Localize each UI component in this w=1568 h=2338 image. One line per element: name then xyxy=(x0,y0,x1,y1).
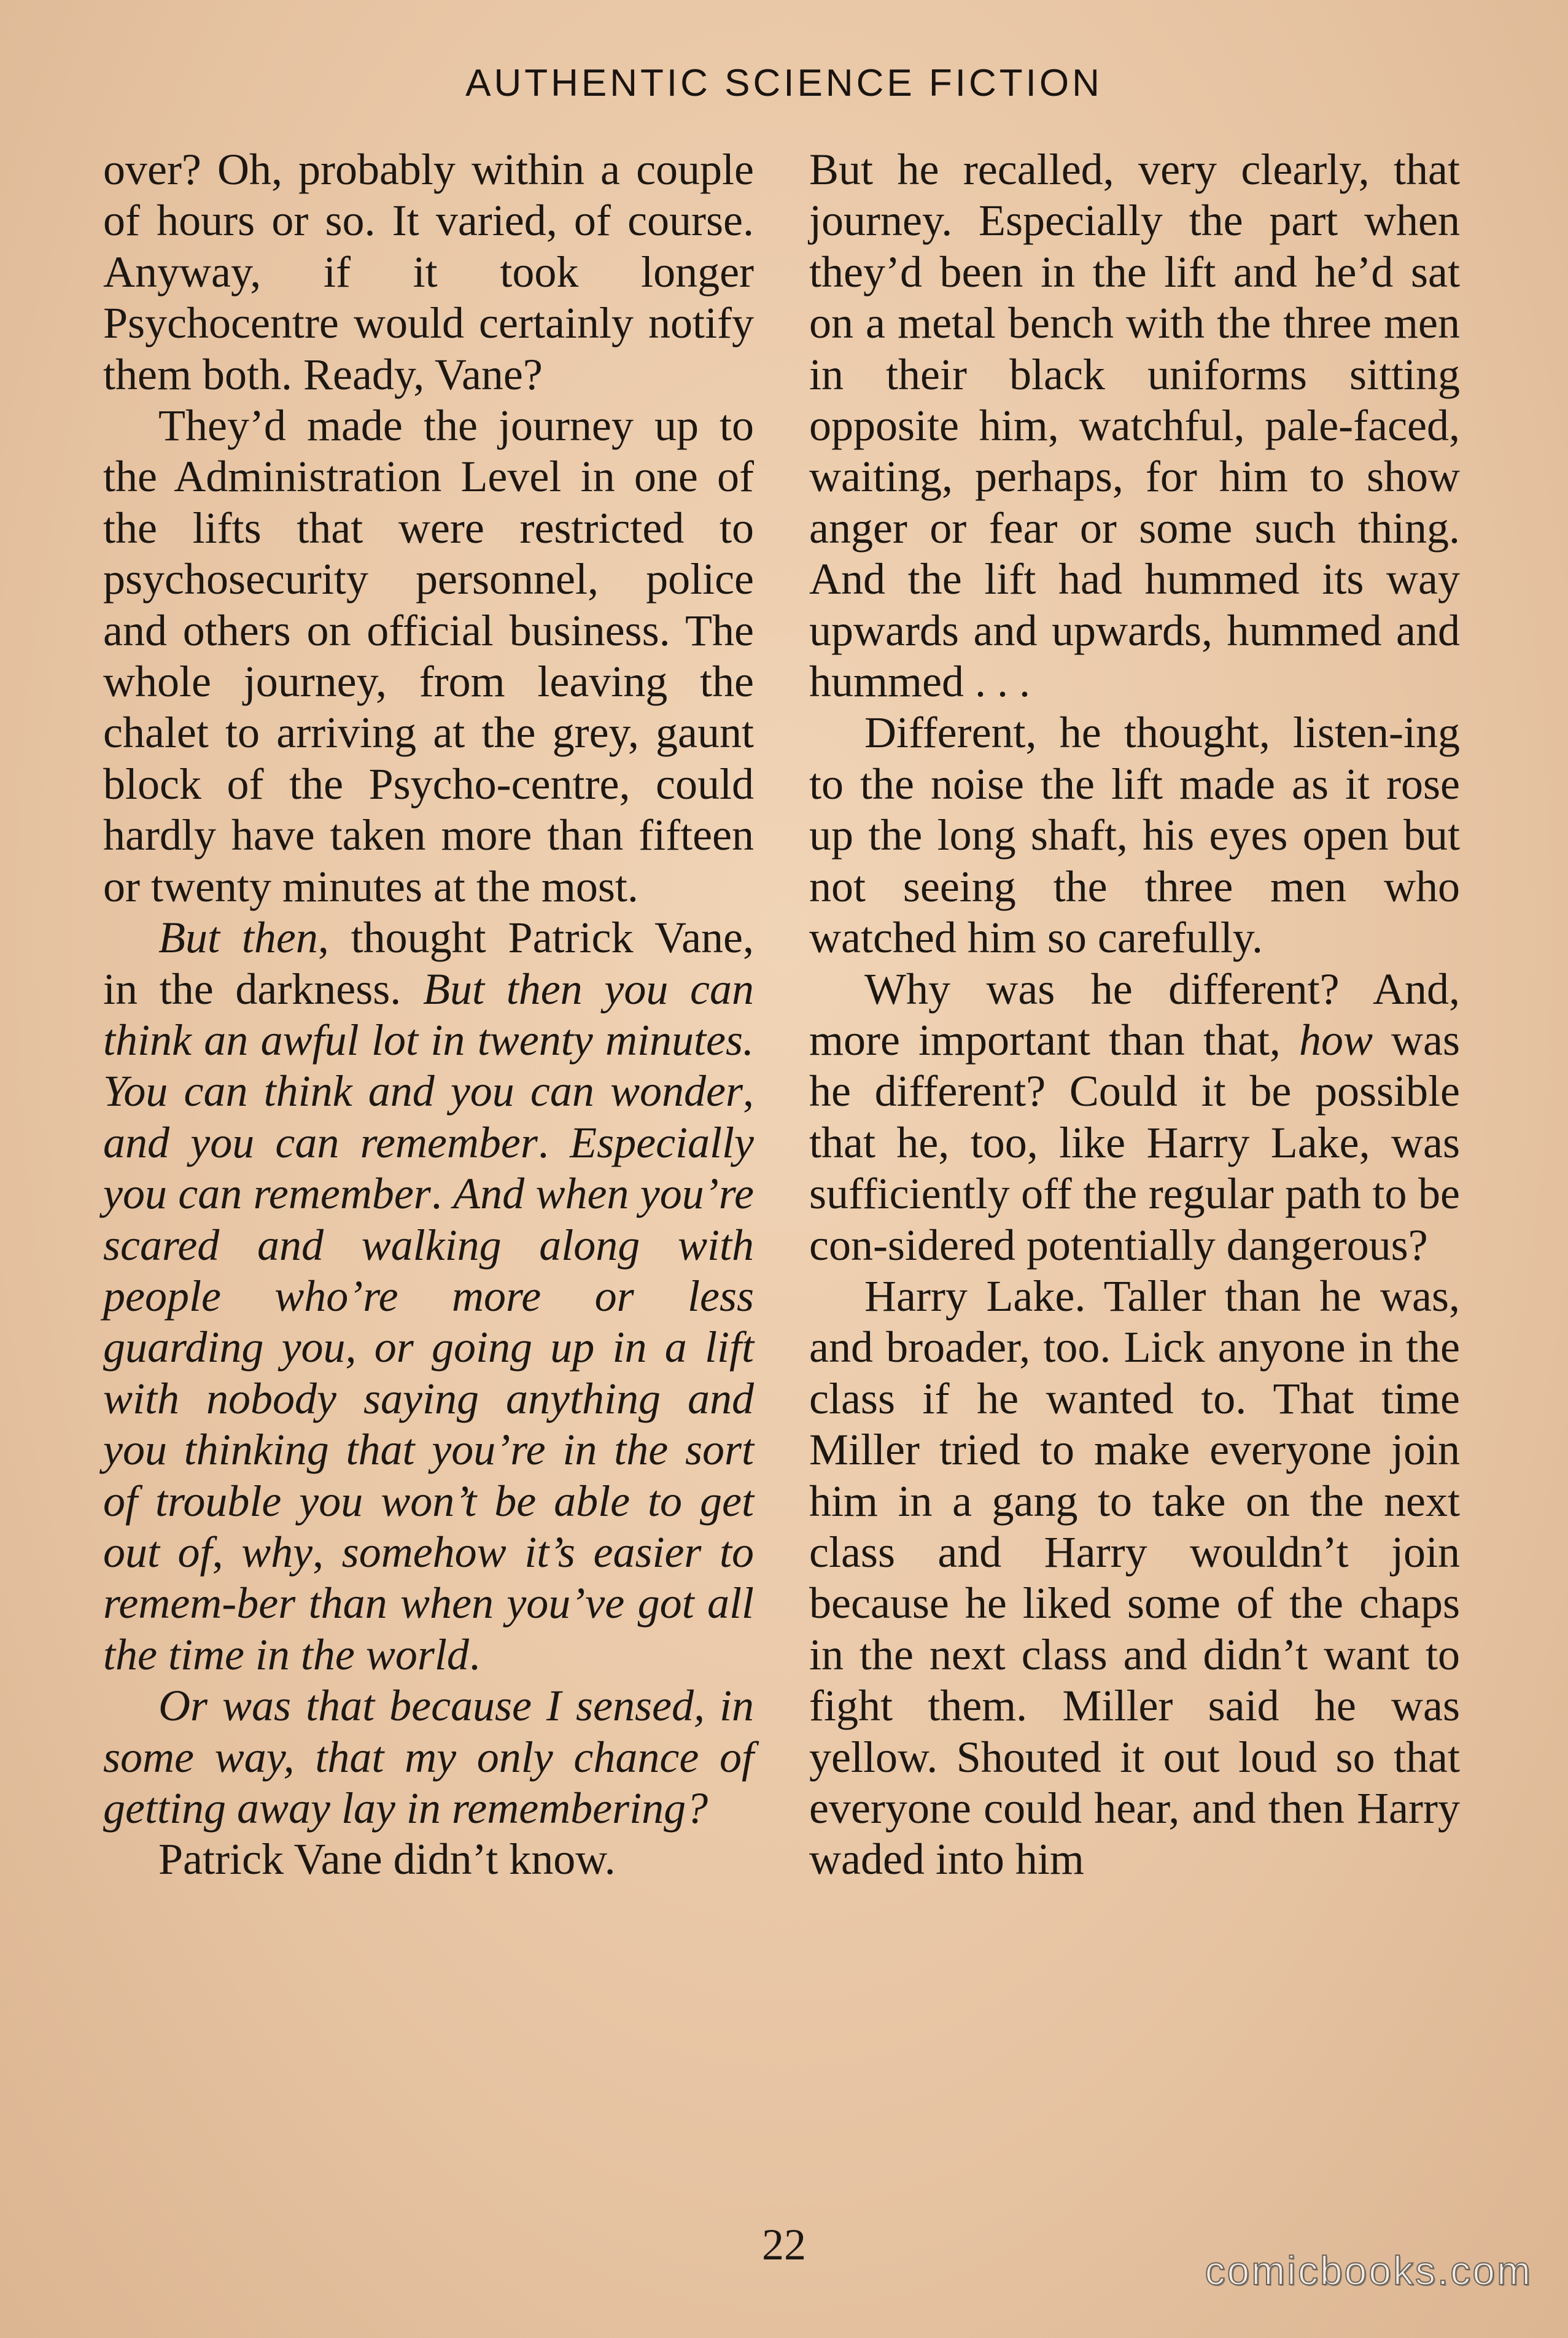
site-watermark: comicbooks.com xyxy=(1205,2248,1532,2293)
left-column-paragraph: They’d made the journey up to the Administration Level in one of the lifts that were restricted to psychosecurity personnel, police and others on official business. The whole journey, from leaving the chalet to arriving at the grey, gaunt block of the Psycho-centre, could hardly have taken more than fifteen or twenty minutes at the most. xyxy=(103,401,754,911)
left-column-paragraph: Patrick Vane didn’t know. xyxy=(158,1835,616,1884)
running-header: AUTHENTIC SCIENCE FICTION xyxy=(465,62,1103,104)
left-column-paragraph: Or was that because I sensed, in some way, that my only chance of getting away lay in remembering? xyxy=(103,1681,754,1833)
right-column-paragraph: But he recalled, very clearly, that journey. Especially the part when they’d been in the lift and he’d sat on a metal bench with the three men in their black uniforms sitting opposite him, watchful, pale-faced, waiting, perhaps, for him to show anger or fear or some such thing. And the lift had hummed its way upwards and upwards, hummed and hummed . . . xyxy=(809,145,1460,707)
left-column-paragraph: over? Oh, probably within a couple of hours or so. It varied, of course. Anyway, if it took longer Psychocentre would certainly notify them both. Ready, Vane? xyxy=(103,145,754,399)
left-text-column xyxy=(103,144,754,1886)
right-text-column xyxy=(809,144,1460,1886)
page-number: 22 xyxy=(762,2220,806,2269)
right-column-paragraph: Why was he different? And, more important than that, how was he different? Could it be possible that he, too, like Harry Lake, was sufficiently off the regular path to be con-sidered potentially dangerous? xyxy=(809,964,1460,1270)
left-column-paragraph: But then, thought Patrick Vane, in the darkness. But then you can think an awful lot in twenty minutes. You can think and you can wonder, and you can remember. Especially you can remember. And when you’re scared and walking along with people who’re more or less guarding you, or going up in a lift with nobody saying anything and you thinking that you’re in the sort of trouble you won’t be able to get out of, why, somehow it’s easier to remem-ber than when you’ve got all the time in the world. xyxy=(103,913,755,1679)
right-column-paragraph: Different, he thought, listen-ing to the noise the lift made as it rose up the long shaft, his eyes open but not seeing the three men who watched him so carefully. xyxy=(809,708,1460,963)
right-column-paragraph: Harry Lake. Taller than he was, and broader, too. Lick anyone in the class if he wanted to. That time Miller tried to make everyone join him in a gang to take on the next class and Harry wouldn’t join because he liked some of the chaps in the next class and didn’t want to fight them. Miller said he was yellow. Shouted it out loud so that everyone could hear, and then Harry waded into him xyxy=(809,1271,1460,1884)
